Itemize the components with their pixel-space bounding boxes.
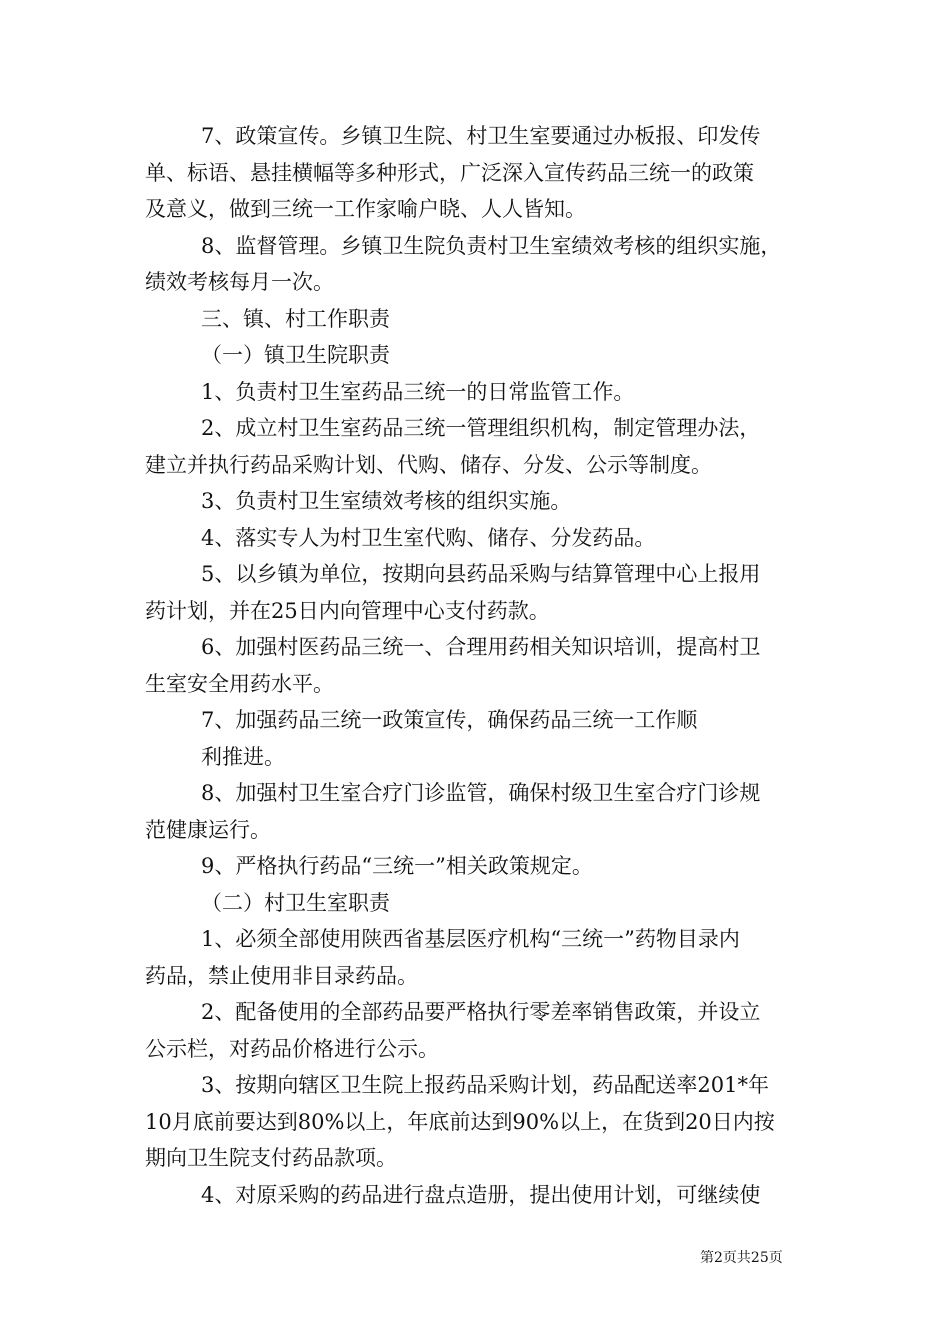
text-line: 三、镇、村工作职责 bbox=[201, 306, 390, 331]
text-line: 2、成立村卫生室药品三统一管理组织机构，制定管理办法， bbox=[201, 416, 761, 440]
text-line: 绩效考核每月一次。 bbox=[145, 270, 334, 294]
text-line: 范健康运行。 bbox=[145, 817, 271, 842]
page-number: 第2页共25页 bbox=[700, 1250, 783, 1266]
text-line: 3、按期向辖区卫生院上报药品采购计划，药品配送率201*年 bbox=[201, 1073, 769, 1097]
text-line: 生室安全用药水平。 bbox=[145, 671, 334, 696]
text-line: 期向卫生院支付药品款项。 bbox=[145, 1146, 397, 1170]
text-line: 3、负责村卫生室绩效考核的组织实施。 bbox=[201, 489, 572, 513]
text-line: 利推进。 bbox=[201, 744, 285, 769]
text-line: 7、政策宣传。乡镇卫生院、村卫生室要通过办板报、印发传 bbox=[201, 124, 761, 148]
text-line: 10月底前要达到80%以上，年底前达到90%以上，在货到20日内按 bbox=[145, 1109, 775, 1134]
text-line: 8、监督管理。乡镇卫生院负责村卫生室绩效考核的组织实施， bbox=[201, 233, 782, 258]
text-line: 6、加强村医药品三统一、合理用药相关知识培训，提高村卫 bbox=[201, 635, 761, 659]
text-line: （一）镇卫生院职责 bbox=[201, 343, 390, 367]
text-line: 1、必须全部使用陕西省基层医疗机构“三统一”药物目录内 bbox=[201, 927, 740, 951]
text-line: 9、严格执行药品“三统一”相关政策规定。 bbox=[201, 854, 593, 878]
text-line: 4、落实专人为村卫生室代购、储存、分发药品。 bbox=[201, 525, 656, 550]
text-line: 建立并执行药品采购计划、代购、储存、分发、公示等制度。 bbox=[145, 452, 712, 477]
document-body bbox=[145, 118, 810, 1213]
text-line: （二）村卫生室职责 bbox=[201, 890, 390, 915]
text-line: 药计划，并在25日内向管理中心支付药款。 bbox=[145, 598, 550, 623]
text-line: 及意义，做到三统一工作家喻户晓、人人皆知。 bbox=[145, 197, 586, 221]
text-line: 药品，禁止使用非目录药品。 bbox=[145, 963, 418, 988]
text-line: 1、负责村卫生室药品三统一的日常监管工作。 bbox=[201, 379, 635, 404]
text-line: 8、加强村卫生室合疗门诊监管，确保村级卫生室合疗门诊规 bbox=[201, 781, 761, 805]
text-line: 公示栏，对药品价格进行公示。 bbox=[145, 1036, 439, 1061]
text-line: 5、以乡镇为单位，按期向县药品采购与结算管理中心上报用 bbox=[201, 562, 761, 586]
text-line: 4、对原采购的药品进行盘点造册，提出使用计划，可继续使 bbox=[201, 1182, 761, 1207]
text-line: 2、配备使用的全部药品要严格执行零差率销售政策，并设立 bbox=[201, 1000, 761, 1024]
text-line: 7、加强药品三统一政策宣传，确保药品三统一工作顺 bbox=[201, 708, 698, 732]
text-line: 单、标语、悬挂横幅等多种形式，广泛深入宣传药品三统一的政策 bbox=[145, 160, 754, 185]
